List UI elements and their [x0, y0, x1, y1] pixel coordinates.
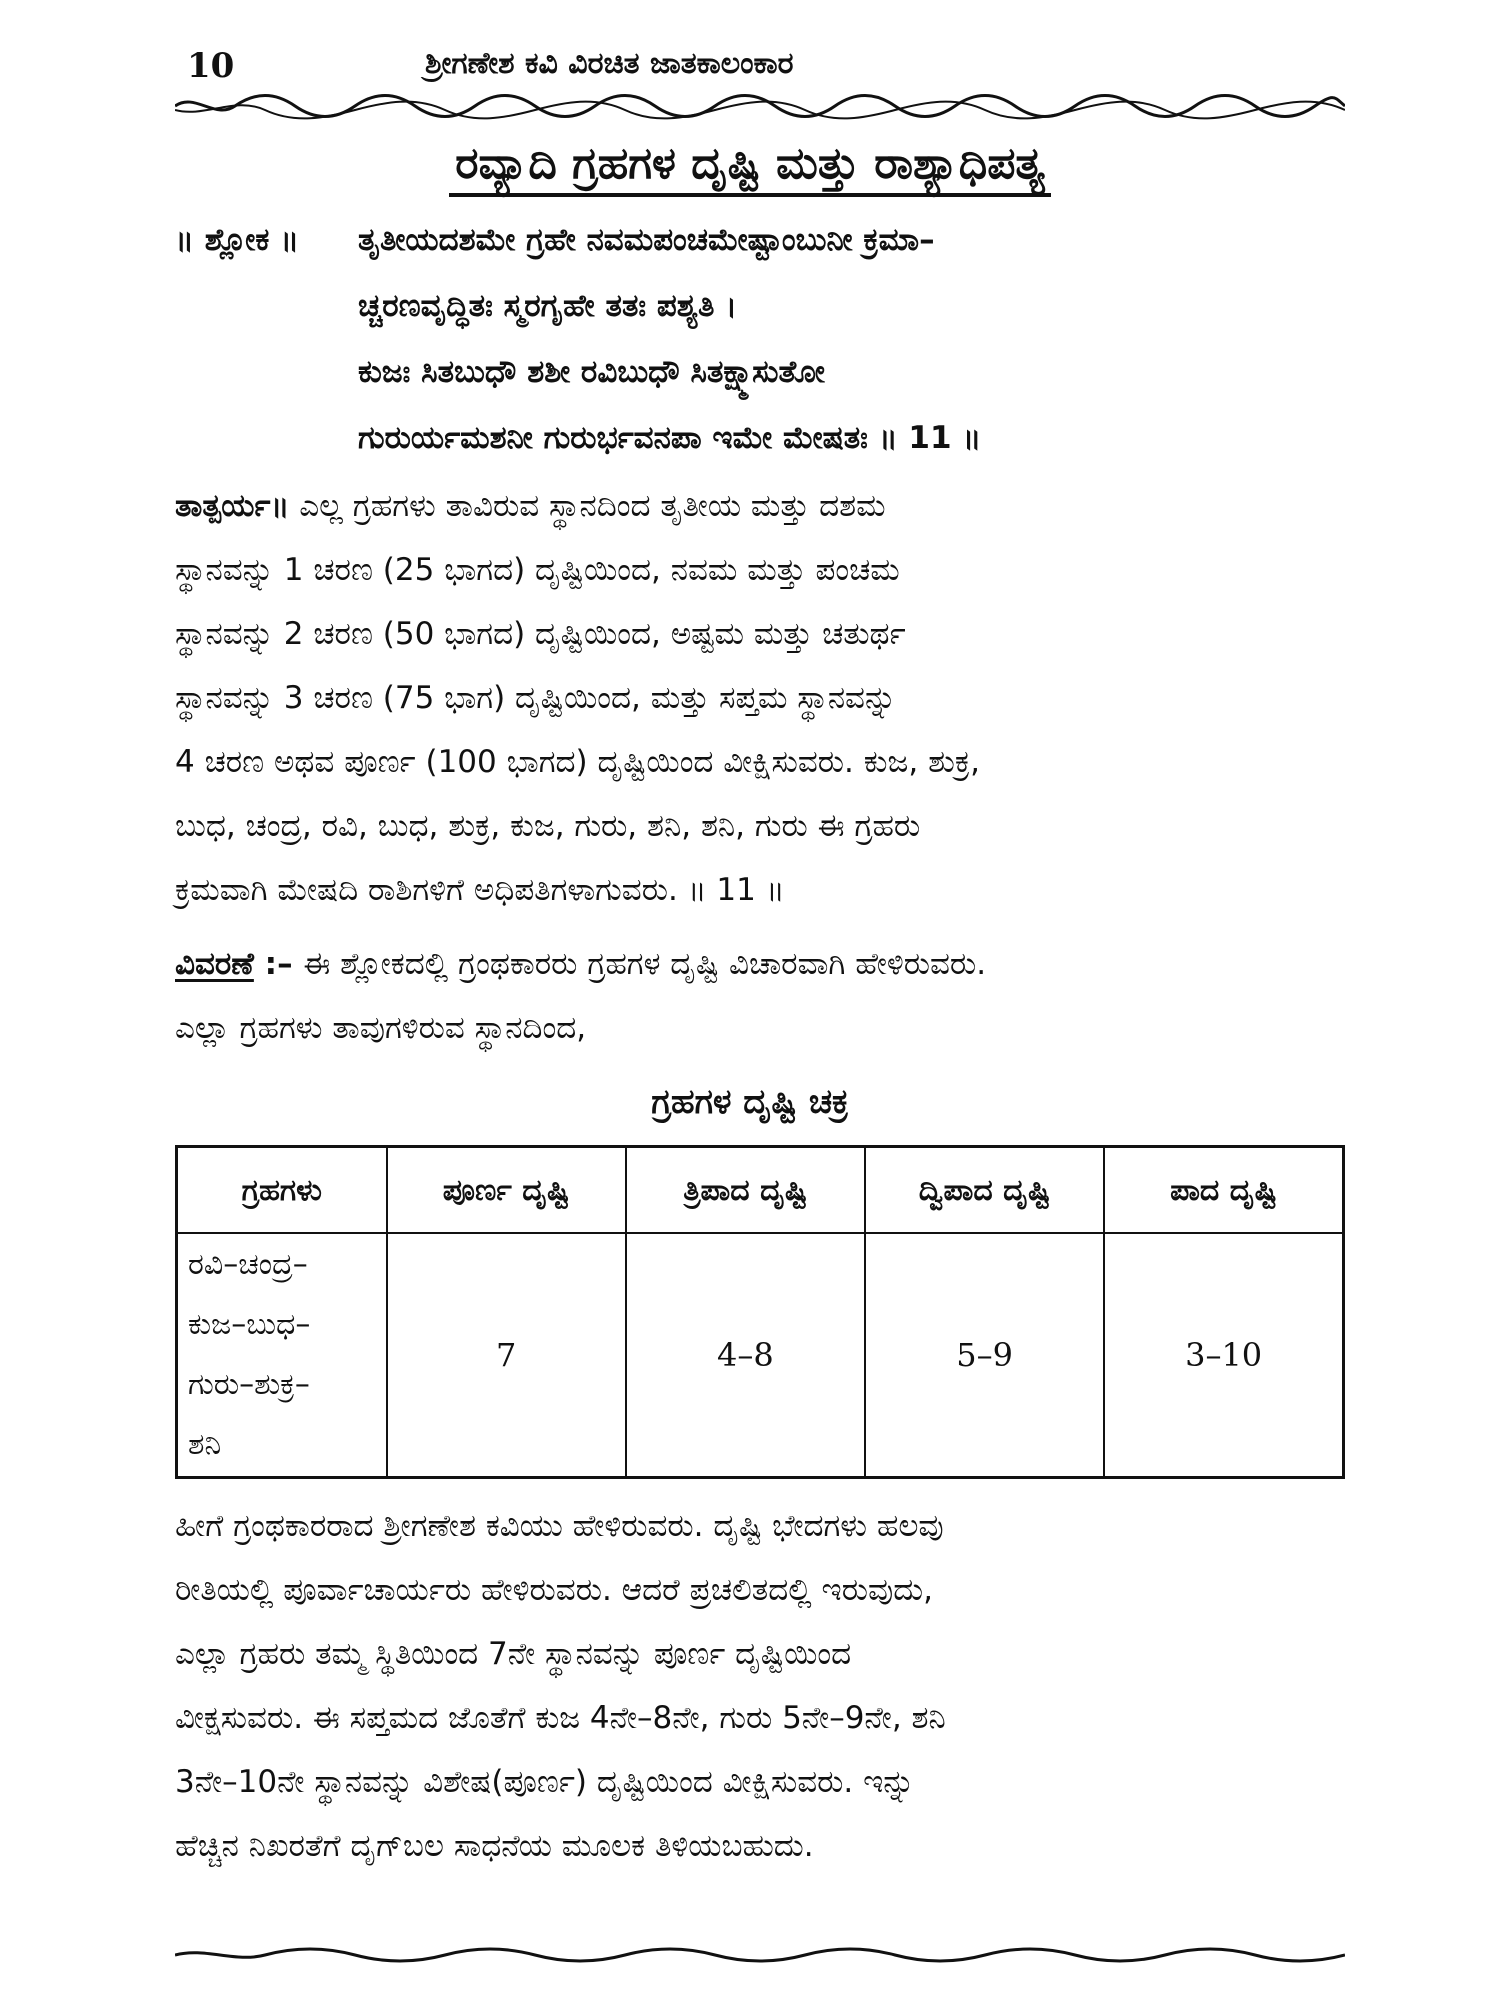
vivarane-line: ವಿವರಣೆ :– ಈ ಶ್ಲೋಕದಲ್ಲಿ ಗ್ರಂಥಕಾರರು ಗ್ರಹಗಳ ದೃಷ್ಟಿ ವಿಚಾರವಾಗಿ ಹೇಳಿರುವರು. — [175, 946, 987, 982]
tatparya-label: ತಾತ್ಪರ್ಯ॥ — [175, 488, 290, 524]
tatparya-line: ತಾತ್ಪರ್ಯ॥ ಎಲ್ಲ ಗ್ರಹಗಳು ತಾವಿರುವ ಸ್ಥಾನದಿಂದ ತೃತೀಯ ಮತ್ತು ದಶಮ — [175, 488, 886, 524]
shloka-label: ॥ ಶ್ಲೋಕ ॥ — [175, 222, 299, 258]
header-cell: ದ್ವಿಪಾದ ದೃಷ್ಟಿ — [865, 1147, 1104, 1234]
header-cell: ಪೂರ್ಣ ದೃಷ್ಟಿ — [387, 1147, 626, 1234]
page-header — [175, 42, 1345, 90]
tatparya-line: ಸ್ಥಾನವನ್ನು 3 ಚರಣ (75 ಭಾಗ) ದೃಷ್ಟಿಯಿಂದ, ಮತ್ತು ಸಪ್ತಮ ಸ್ಥಾನವನ್ನು — [175, 680, 897, 716]
planet-line: ಕುಜ–ಬುಧ– — [188, 1307, 311, 1342]
shloka-line: ಚ್ಚರಣವೃದ್ಧಿತಃ ಸ್ಮರಗೃಹೇ ತತಃ ಪಶ್ಯತಿ । — [358, 288, 738, 324]
tatparya-line: ಸ್ಥಾನವನ್ನು 2 ಚರಣ (50 ಭಾಗದ) ದೃಷ್ಟಿಯಿಂದ, ಅಷ್ಟಮ ಮತ್ತು ಚತುರ್ಥ — [175, 616, 906, 652]
closing-line: ಹೆಚ್ಚಿನ ನಿಖರತೆಗೆ ದೃಗ್‌ಬಲ ಸಾಧನೆಯ ಮೂಲಕ ತಿಳಿಯಬಹುದು. — [175, 1828, 814, 1864]
closing-line: 3ನೇ–10ನೇ ಸ್ಥಾನವನ್ನು ವಿಶೇಷ(ಪೂರ್ಣ) ದೃಷ್ಟಿಯಿಂದ ವೀಕ್ಷಿಸುವರು. ಇನ್ನು — [175, 1764, 915, 1800]
closing-line: ಹೀಗೆ ಗ್ರಂಥಕಾರರಾದ ಶ್ರೀಗಣೇಶ ಕವಿಯು ಹೇಳಿರುವರು. ದೃಷ್ಟಿ ಭೇದಗಳು ಹಲವು — [175, 1508, 944, 1544]
page-number: 10 — [187, 46, 235, 86]
value-cell: 7 — [387, 1233, 626, 1478]
shloka-line: ಕುಜಃ ಸಿತಬುಧೌ ಶಶೀ ರವಿಬುಧೌ ಸಿತಕ್ಷ್ಮಾಸುತೋ — [358, 354, 825, 390]
footer-ornament — [175, 1945, 1345, 1965]
tatparya-line: ಸ್ಥಾನವನ್ನು 1 ಚರಣ (25 ಭಾಗದ) ದೃಷ್ಟಿಯಿಂದ, ನವಮ ಮತ್ತು ಪಂಚಮ — [175, 552, 900, 588]
planet-line: ಗುರು–ಶುಕ್ರ– — [188, 1367, 310, 1402]
shloka-line: ಗುರುರ್ಯಮಶನೀ ಗುರುರ್ಭವನಪಾ ಇಮೇ ಮೇಷತಃ ॥ 11 ॥ — [358, 420, 982, 456]
planet-line: ರವಿ–ಚಂದ್ರ– — [188, 1247, 308, 1282]
header-cell: ಗ್ರಹಗಳು — [177, 1147, 387, 1234]
vivarane-separator: :– — [253, 946, 304, 982]
header-cell: ತ್ರಿಪಾದ ದೃಷ್ಟಿ — [626, 1147, 865, 1234]
table-row — [177, 1233, 1344, 1478]
section-title: ರವ್ಯಾದಿ ಗ್ರಹಗಳ ದೃಷ್ಟಿ ಮತ್ತು ರಾಶ್ಯಾಧಿಪತ್ಯ — [0, 138, 1500, 189]
planets-cell — [177, 1233, 387, 1478]
table-caption: ಗ್ರಹಗಳ ದೃಷ್ಟಿ ಚಕ್ರ — [651, 1082, 849, 1122]
tatparya-line: ಕ್ರಮವಾಗಿ ಮೇಷದಿ ರಾಶಿಗಳಿಗೆ ಅಧಿಪತಿಗಳಾಗುವರು. ॥ 11 ॥ — [175, 872, 785, 908]
shloka-line: ತೃತೀಯದಶಮೇ ಗ್ರಹೇ ನವಮಪಂಚಮೇಷ್ಟಾಂಬುನೀ ಕ್ರಮಾ– — [358, 222, 935, 258]
tatparya-line: 4 ಚರಣ ಅಥವ ಪೂರ್ಣ (100 ಭಾಗದ) ದೃಷ್ಟಿಯಿಂದ ವೀಕ್ಷಿಸುವರು. ಕುಜ, ಶುಕ್ರ, — [175, 744, 981, 780]
value-cell: 5–9 — [865, 1233, 1104, 1478]
running-title: ಶ್ರೀಗಣೇಶ ಕವಿ ವಿರಚಿತ ಜಾತಕಾಲಂಕಾರ — [425, 46, 794, 81]
planet-line: ಶನಿ — [188, 1427, 222, 1462]
table-header-row — [177, 1147, 1344, 1234]
value-cell: 4–8 — [626, 1233, 865, 1478]
vivarane-line: ಎಲ್ಲಾ ಗ್ರಹಗಳು ತಾವುಗಳಿರುವ ಸ್ಥಾನದಿಂದ, — [175, 1010, 587, 1046]
header-ornament — [175, 88, 1345, 124]
closing-line: ವೀಕ್ಷಸುವರು. ಈ ಸಪ್ತಮದ ಜೊತೆಗೆ ಕುಜ 4ನೇ–8ನೇ, ಗುರು 5ನೇ–9ನೇ, ಶನಿ — [175, 1700, 946, 1736]
closing-line: ರೀತಿಯಲ್ಲಿ ಪೂರ್ವಾಚಾರ್ಯರು ಹೇಳಿರುವರು. ಆದರೆ ಪ್ರಚಲಿತದಲ್ಲಿ ಇರುವುದು, — [175, 1572, 933, 1608]
header-cell: ಪಾದ ದೃಷ್ಟಿ — [1104, 1147, 1343, 1234]
tatparya-line: ಬುಧ, ಚಂದ್ರ, ರವಿ, ಬುಧ, ಶುಕ್ರ, ಕುಜ, ಗುರು, ಶನಿ, ಶನಿ, ಗುರು ಈ ಗ್ರಹರು — [175, 808, 921, 844]
drishti-table — [175, 1145, 1345, 1479]
value-cell: 3–10 — [1104, 1233, 1343, 1478]
vivarane-label: ವಿವರಣೆ — [175, 946, 254, 982]
closing-line: ಎಲ್ಲಾ ಗ್ರಹರು ತಮ್ಮ ಸ್ಥಿತಿಯಿಂದ 7ನೇ ಸ್ಥಾನವನ್ನು ಪೂರ್ಣ ದೃಷ್ಟಿಯಿಂದ — [175, 1636, 852, 1672]
